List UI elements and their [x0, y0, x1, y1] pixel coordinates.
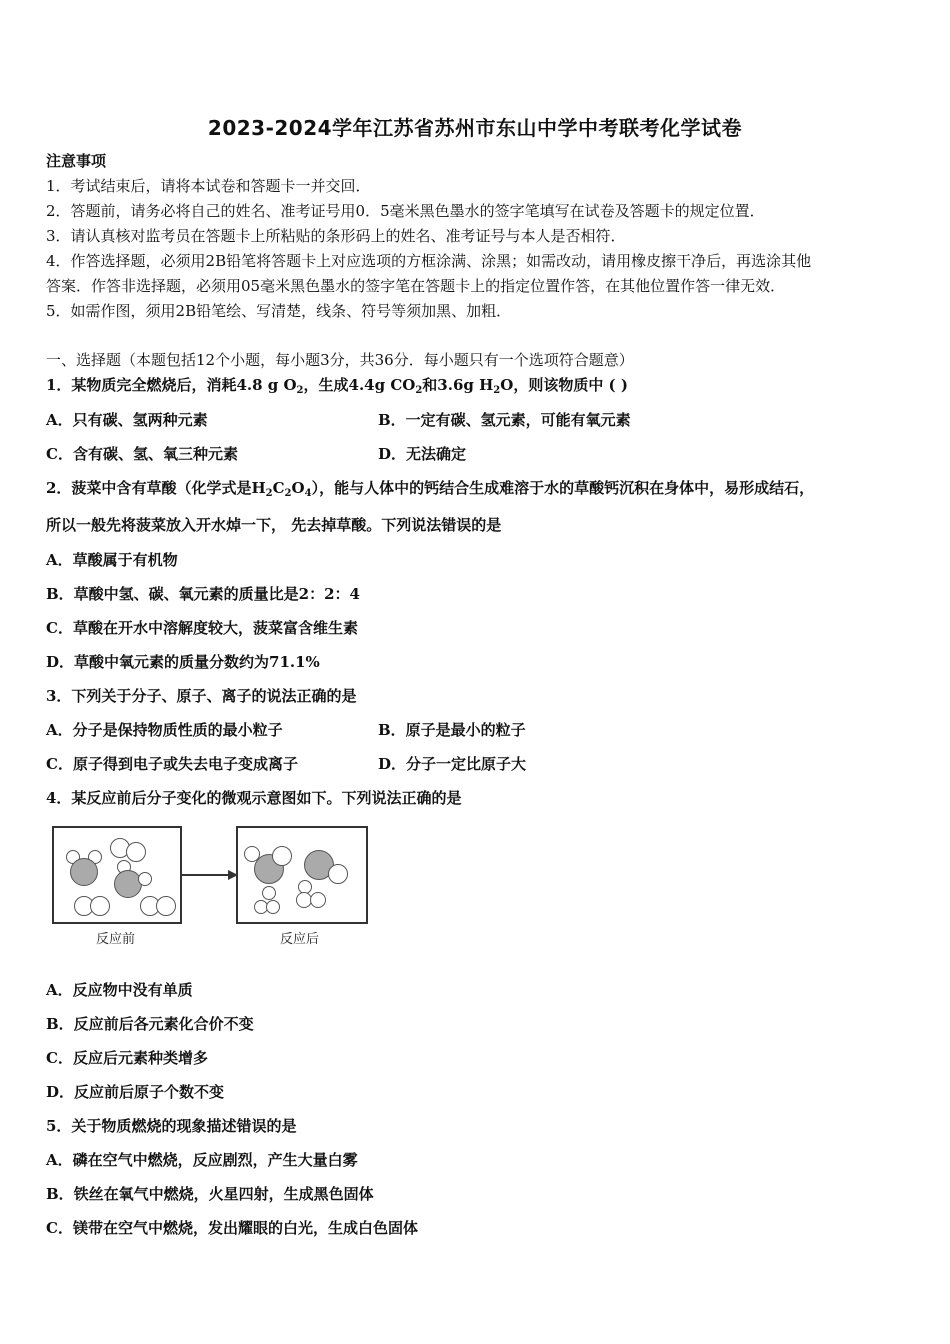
molecule-atom: [90, 896, 110, 916]
molecule-atom: [328, 864, 348, 884]
molecule-atom: [310, 892, 326, 908]
notice-item-4: 4．作答选择题，必须用2B铅笔将答题卡上对应选项的方框涂满、涂黑；如需改动，请用橡皮擦干净后，再选涂其他: [46, 252, 812, 270]
question-1-stem: 1．某物质完全燃烧后，消耗4.8 g $O_2$，生成4.4g $CO_2$和3.6g $H_2O$，则该物质中 ( ): [46, 376, 628, 396]
molecule-atom: [138, 872, 152, 886]
caption-before: 反应前: [96, 932, 136, 947]
q4-option-d: D．反应前后原子个数不变: [46, 1083, 225, 1101]
reaction-diagram: [50, 824, 370, 954]
molecule-atom: [70, 858, 98, 886]
q1-option-b: B．一定有碳、氢元素，可能有氧元素: [378, 411, 631, 429]
molecule-atom: [272, 846, 292, 866]
q1-option-a: A．只有碳、氢两种元素: [46, 411, 208, 429]
q3-option-a: A．分子是保持物质性质的最小粒子: [46, 721, 283, 739]
molecule-atom: [266, 900, 280, 914]
molecule-atom: [126, 842, 146, 862]
molecule-atom: [156, 896, 176, 916]
question-4-stem: 4．某反应前后分子变化的微观示意图如下。下列说法正确的是: [46, 789, 462, 807]
q4-option-c: C．反应后元素种类增多: [46, 1049, 208, 1067]
caption-after: 反应后: [280, 932, 320, 947]
q2-option-c: C．草酸在开水中溶解度较大，菠菜富含维生素: [46, 619, 358, 637]
q1-option-d: D．无法确定: [378, 445, 467, 463]
q5-option-c: C．镁带在空气中燃烧，发出耀眼的白光，生成白色固体: [46, 1219, 418, 1237]
notice-item-2: 2．答题前，请务必将自己的姓名、准考证号用0．5毫米黑色墨水的签字笔填写在试卷及答题卡的规定位置．: [46, 202, 765, 220]
question-3-stem: 3．下列关于分子、原子、离子的说法正确的是: [46, 687, 357, 705]
q1-option-c: C．含有碳、氢、氧三种元素: [46, 445, 238, 463]
q3-option-b: B．原子是最小的粒子: [378, 721, 526, 739]
exam-title: 2023-2024学年江苏省苏州市东山中学中考联考化学试卷: [207, 116, 743, 140]
question-5-stem: 5．关于物质燃烧的现象描述错误的是: [46, 1117, 297, 1135]
before-reaction-box: [52, 826, 182, 924]
section-heading: 一、选择题（本题包括12个小题，每小题3分，共36分．每小题只有一个选项符合题意）: [46, 351, 634, 369]
q2-option-a: A．草酸属于有机物: [46, 551, 178, 569]
notice-heading: 注意事项: [46, 152, 107, 170]
question-2-stem: 2．菠菜中含有草酸（化学式是$H_2C_2O_4$），能与人体中的钙结合生成难溶于水的草酸钙沉积在身体中，易形成结石，: [46, 479, 815, 499]
notice-item-1: 1．考试结束后，请将本试卷和答题卡一并交回．: [46, 177, 371, 195]
q5-option-b: B．铁丝在氧气中燃烧，火星四射，生成黑色固体: [46, 1185, 374, 1203]
question-2-stem-cont: 所以一般先将菠菜放入开水焯一下， 先去掉草酸。下列说法错误的是: [46, 516, 502, 534]
q5-option-a: A．磷在空气中燃烧，反应剧烈，产生大量白雾: [46, 1151, 358, 1169]
q3-option-d: D．分子一定比原子大: [378, 755, 527, 773]
notice-item-3: 3．请认真核对监考员在答题卡上所粘贴的条形码上的姓名、准考证号与本人是否相符．: [46, 227, 626, 245]
q3-option-c: C．原子得到电子或失去电子变成离子: [46, 755, 298, 773]
q4-option-a: A．反应物中没有单质: [46, 981, 193, 999]
molecule-atom: [262, 886, 276, 900]
after-reaction-box: [236, 826, 368, 924]
q2-option-d: D．草酸中氧元素的质量分数约为71.1%: [46, 653, 320, 671]
notice-item-5: 5．如需作图，须用2B铅笔绘、写清楚，线条、符号等须加黑、加粗．: [46, 302, 512, 320]
molecule-atom: [114, 870, 142, 898]
reaction-arrow-icon: [180, 868, 238, 882]
notice-item-4-cont: 答案．作答非选择题，必须用05毫米黑色墨水的签字笔在答题卡上的指定位置作答，在其他位置作答一律无效．: [46, 277, 786, 295]
q2-option-b: B．草酸中氢、碳、氧元素的质量比是2：2：4: [46, 585, 360, 603]
q4-option-b: B．反应前后各元素化合价不变: [46, 1015, 254, 1033]
